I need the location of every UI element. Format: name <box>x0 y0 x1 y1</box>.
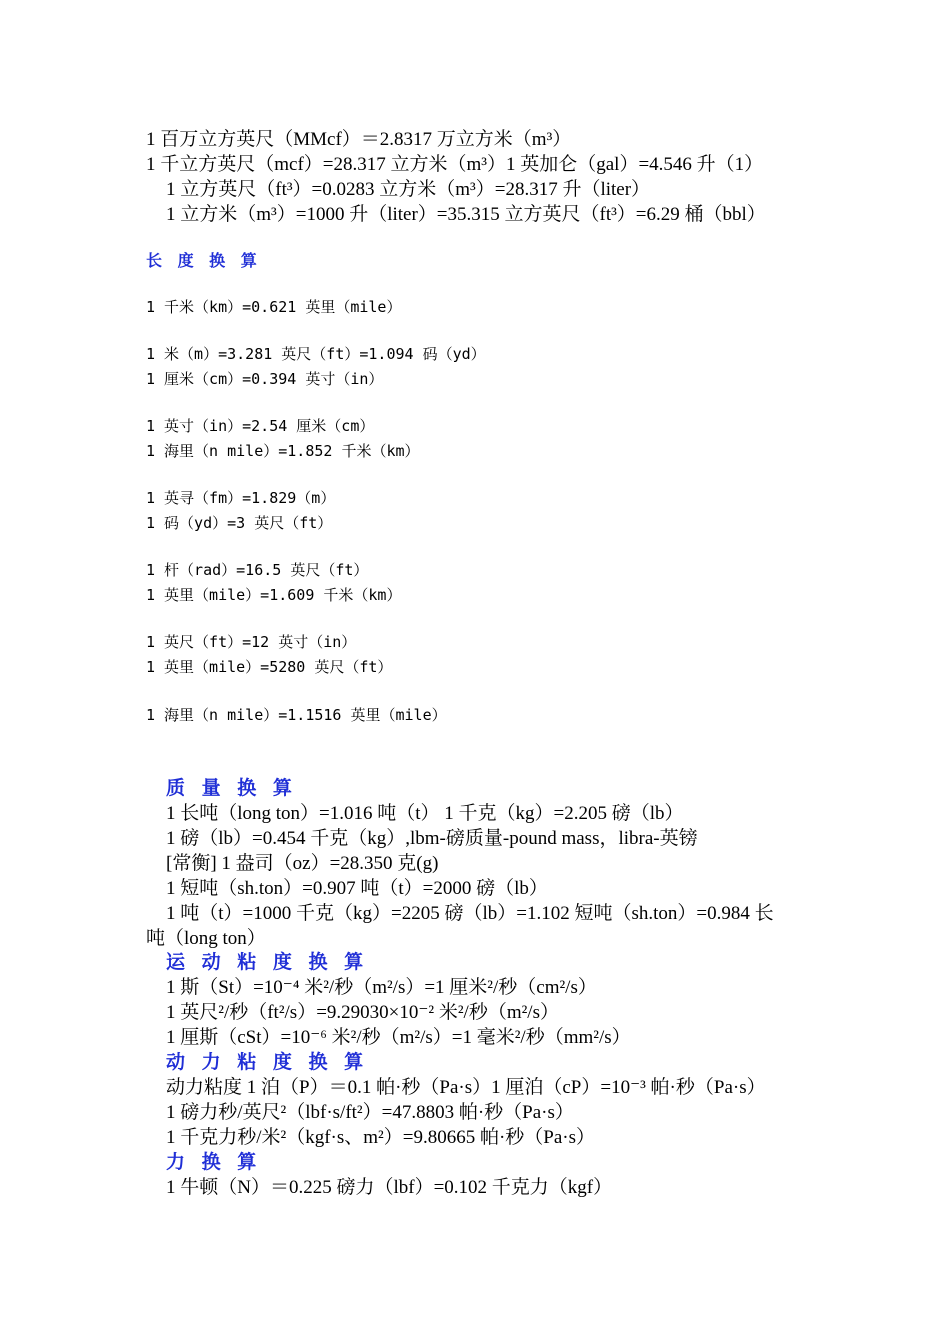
dynamic-viscosity-line-3: 1 千克力秒/米²（kgf·s、m²）=9.80665 帕·秒（Pa·s） <box>166 1127 596 1148</box>
length-line-5: 1 海里（n mile）=1.852 千米（km） <box>146 442 420 460</box>
kinematic-viscosity-heading: 运 动 粘 度 换 算 <box>166 951 369 973</box>
kinematic-viscosity-line-2: 1 英尺²/秒（ft²/s）=9.29030×10⁻² 米²/秒（m²/s） <box>166 1002 559 1023</box>
volume-line-1: 1 百万立方英尺（MMcf）＝2.8317 万立方米（m³） <box>146 129 572 150</box>
length-line-7: 1 码（yd）=3 英尺（ft） <box>146 514 333 532</box>
length-line-2: 1 米（m）=3.281 英尺（ft）=1.094 码（yd） <box>146 345 486 363</box>
mass-line-4: 1 短吨（sh.ton）=0.907 吨（t）=2000 磅（lb） <box>166 878 548 899</box>
force-line-1: 1 牛顿（N）＝0.225 磅力（lbf）=0.102 千克力（kgf） <box>166 1177 613 1198</box>
length-line-11: 1 英里（mile）=5280 英尺（ft） <box>146 658 393 676</box>
mass-heading: 质 量 换 算 <box>166 777 297 799</box>
length-line-12: 1 海里（n mile）=1.1516 英里（mile） <box>146 706 447 724</box>
dynamic-viscosity-heading: 动 力 粘 度 换 算 <box>166 1051 369 1073</box>
mass-line-6: 吨（long ton） <box>146 928 266 949</box>
mass-line-1: 1 长吨（long ton）=1.016 吨（t） 1 千克（kg）=2.205 磅（lb） <box>166 803 684 824</box>
length-heading: 长 度 换 算 <box>146 251 262 270</box>
length-line-10: 1 英尺（ft）=12 英寸（in） <box>146 633 357 651</box>
mass-line-5: 1 吨（t）=1000 千克（kg）=2205 磅（lb）=1.102 短吨（sh.ton）=0.984 长 <box>166 903 774 924</box>
length-line-1: 1 千米（km）=0.621 英里（mile） <box>146 298 402 316</box>
length-line-8: 1 杆（rad）=16.5 英尺（ft） <box>146 561 369 579</box>
volume-line-4: 1 立方米（m³）=1000 升（liter）=35.315 立方英尺（ft³）=6.29 桶（bbl） <box>166 204 766 225</box>
dynamic-viscosity-line-2: 1 磅力秒/英尺²（lbf·s/ft²）=47.8803 帕·秒（Pa·s） <box>166 1102 574 1123</box>
dynamic-viscosity-line-1: 动力粘度 1 泊（P）＝0.1 帕·秒（Pa·s）1 厘泊（cP）=10⁻³ 帕·秒（Pa·s） <box>166 1077 766 1098</box>
mass-line-3: [常衡] 1 盎司（oz）=28.350 克(g) <box>166 853 439 874</box>
volume-line-2: 1 千立方英尺（mcf）=28.317 立方米（m³）1 英加仑（gal）=4.546 升（1） <box>146 154 764 175</box>
force-heading: 力 换 算 <box>166 1151 262 1173</box>
length-line-3: 1 厘米（cm）=0.394 英寸（in） <box>146 370 384 388</box>
length-line-9: 1 英里（mile）=1.609 千米（km） <box>146 586 402 604</box>
length-line-4: 1 英寸（in）=2.54 厘米（cm） <box>146 417 375 435</box>
kinematic-viscosity-line-1: 1 斯（St）=10⁻⁴ 米²/秒（m²/s）=1 厘米²/秒（cm²/s） <box>166 977 597 998</box>
length-line-6: 1 英寻（fm）=1.829（m） <box>146 489 336 507</box>
kinematic-viscosity-line-3: 1 厘斯（cSt）=10⁻⁶ 米²/秒（m²/s）=1 毫米²/秒（mm²/s） <box>166 1027 631 1048</box>
mass-line-2: 1 磅（lb）=0.454 千克（kg）,lbm-磅质量-pound mass，libra-英镑 <box>166 828 698 849</box>
volume-line-3: 1 立方英尺（ft³）=0.0283 立方米（m³）=28.317 升（liter） <box>166 179 651 200</box>
